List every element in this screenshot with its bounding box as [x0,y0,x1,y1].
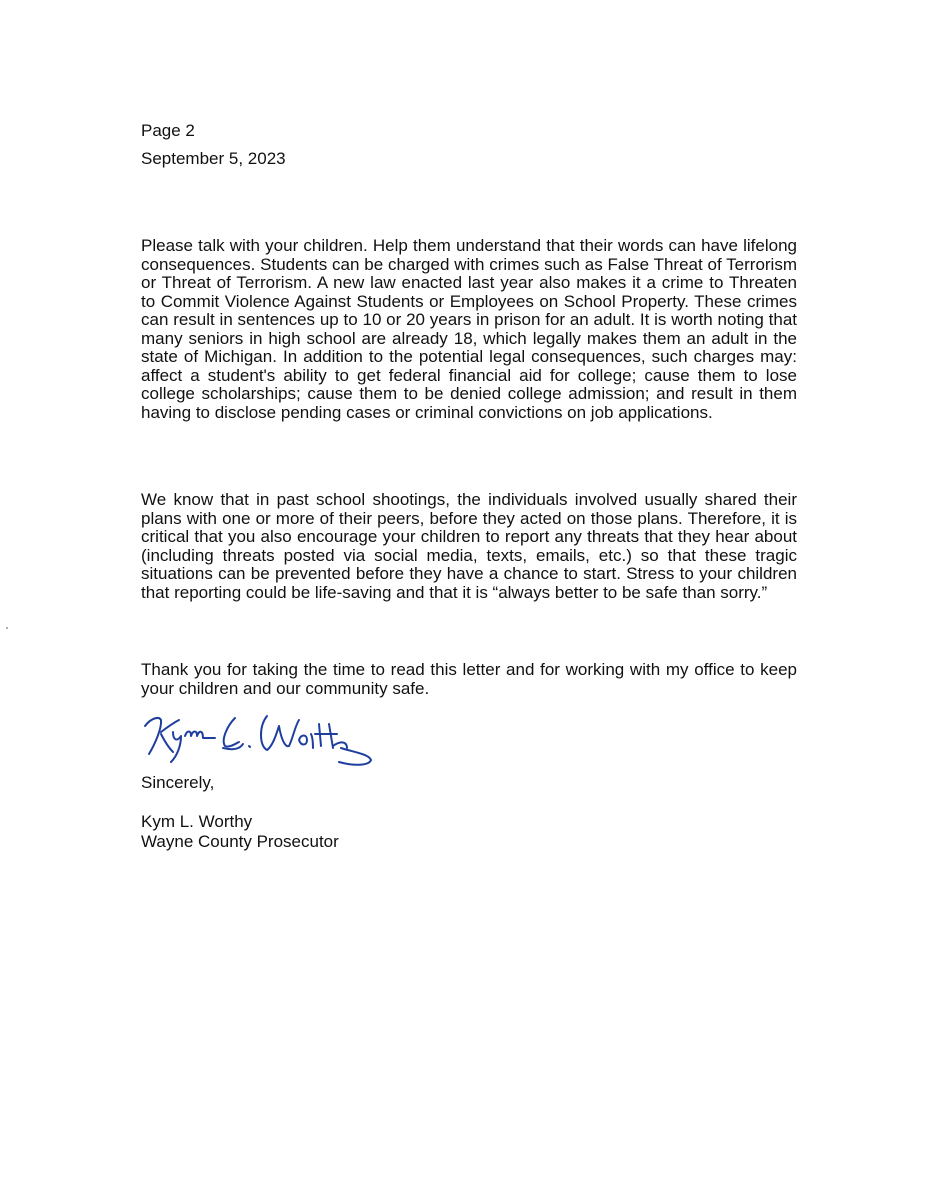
body-paragraph-3: Thank you for taking the time to read this letter and for working with my office to keep your children and our community safe. [141,660,797,698]
closing-salutation: Sincerely, [141,773,215,792]
letter-date: September 5, 2023 [141,149,286,168]
signer-block [141,812,339,852]
signer-name: Kym L. Worthy [141,812,253,831]
handwritten-signature [139,712,379,770]
letter-header [141,117,286,173]
body-paragraph-1: Please talk with your children. Help them understand that their words can have lifelong consequences. Students can be charged with crimes such as False Threat of Terrorism or Threat of Terrorism. A new law enacted last year also makes it a crime to Threaten to Commit Violence Against Students or Employees on School Property. These crimes can result in sentences up to 10 or 20 years in prison for an adult. It is worth noting that many seniors in high school are already 18, which legally makes them an adult in the state of Michigan. In addition to the potential legal consequences, such charges may: affect a student's ability to get federal financial aid for college; cause them to lose college scholarships; cause them to be denied college admission; and result in them having to disclose pending cases or criminal convictions on job applications. [141,236,797,422]
page-number: Page 2 [141,121,195,140]
scan-speck [6,627,8,629]
signer-title: Wayne County Prosecutor [141,832,339,851]
body-paragraph-2: We know that in past school shootings, the individuals involved usually shared their plans with one or more of their peers, before they acted on those plans. Therefore, it is critical that you also encourage your children to report any threats that they hear about (including threats posted via social media, texts, emails, etc.) so that these tragic situations can be prevented before they have a chance to start. Stress to your children that reporting could be life-saving and that it is “always better to be safe than sorry.” [141,490,797,602]
